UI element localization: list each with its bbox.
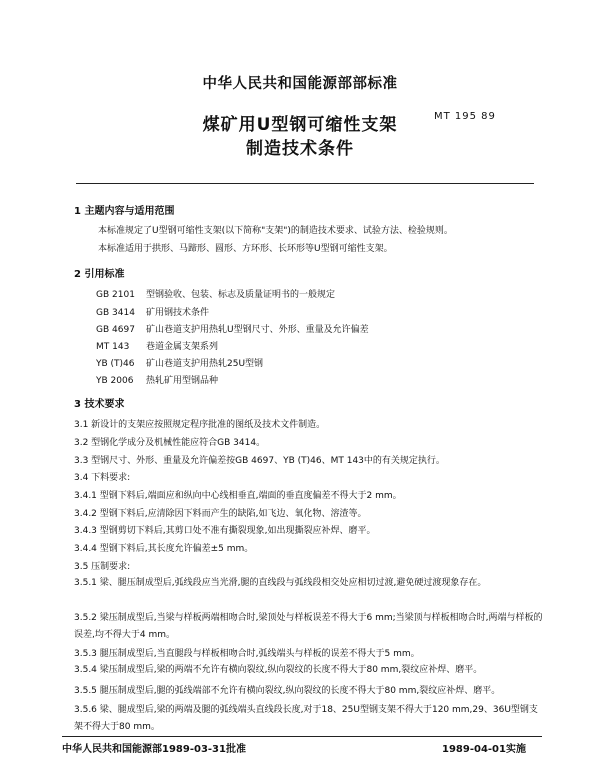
clause-3-4-3: 3.4.3 型钢剪切下料后,其剪口处不准有撕裂现象,如出现撕裂应补焊、磨平。: [74, 526, 376, 536]
clause-3-5-2: 3.5.2 梁压制成型后,当梁与样板两端相吻合时,梁顶处与样板误差不得大于6 mm;当梁顶与样板相吻合时,两端与样板的误差,均不得大于4 mm。: [74, 613, 543, 640]
footer-divider: [62, 736, 542, 737]
reference-code: MT 143: [96, 342, 130, 352]
section-3-heading: 3 技术要求: [74, 399, 125, 410]
reference-code: GB 4697: [96, 325, 135, 335]
clause-3-4-4: 3.4.4 型钢下料后,其长度允许偏差±5 mm。: [74, 544, 254, 554]
section-2-heading: 2 引用标准: [74, 269, 125, 280]
clause-3-5-5: 3.5.5 腿压制成型后,腿的弧线端部不允许有横向裂纹,纵向裂纹的长度不得大于80 mm,裂纹应补焊、磨平。: [74, 686, 501, 696]
clause-3-3: 3.3 型钢尺寸、外形、重量及允许偏差按GB 4697、YB (T)46、MT 143中的有关规定执行。: [74, 456, 445, 466]
section-1-heading: 1 主题内容与适用范围: [74, 206, 175, 217]
header-divider: [76, 183, 534, 184]
section-1-paragraph-1: 本标准规定了U型钢可缩性支架(以下简称"支架")的制造技术要求、试验方法、检验规则。: [98, 226, 453, 236]
document-subtitle: 制造技术条件: [246, 139, 354, 159]
reference-item: [96, 305, 209, 318]
clause-3-5-3: 3.5.3 腿压制成型后,当直腿段与样板相吻合时,弧线端头与样板的误差不得大于5 mm。: [74, 649, 420, 659]
clause-3-5: 3.5 压制要求:: [74, 562, 131, 572]
clause-3-4-2: 3.4.2 型钢下料后,应清除因下料而产生的缺陷,如飞边、氧化物、溶渣等。: [74, 509, 367, 519]
reference-item: [96, 339, 218, 352]
clause-3-5-1: 3.5.1 梁、腿压制成型后,弧线段应当光滑,腿的直线段与弧线段相交处应相切过渡,避免硬过渡现象存在。: [74, 578, 487, 588]
reference-title: 型钢验收、包装、标志及质量证明书的一般规定: [146, 290, 336, 300]
clause-3-5-4: 3.5.4 梁压制成型后,梁的两端不允许有横向裂纹,纵向裂纹的长度不得大于80 mm,裂纹应补焊、磨平。: [74, 665, 483, 675]
standard-number: MT 195 89: [434, 111, 496, 122]
reference-code: GB 2101: [96, 290, 135, 300]
reference-title: 矿山巷道支护用热轧U型钢尺寸、外形、重量及允许偏差: [146, 325, 369, 335]
reference-code: YB (T)46: [96, 359, 135, 369]
approval-date: 中华人民共和国能源部1989-03-31批准: [62, 744, 246, 755]
reference-item: [96, 322, 369, 335]
document-title: 煤矿用U型钢可缩性支架: [202, 115, 398, 135]
clause-3-1: 3.1 新设计的支架应按照规定程序批准的图纸及技术文件制造。: [74, 420, 326, 430]
reference-code: YB 2006: [96, 376, 134, 386]
reference-item: [96, 373, 218, 386]
reference-title: 巷道金属支架系列: [146, 342, 219, 352]
clause-3-5-6: 3.5.6 梁、腿成型后,梁的两端及腿的弧线端头直线段长度,对于18、25U型钢支架不得大于120 mm,29、36U型钢支架不得大于80 mm。: [74, 705, 538, 732]
reference-code: GB 3414: [96, 308, 135, 318]
section-1-paragraph-2: 本标准适用于拱形、马蹄形、圆形、方环形、长环形等U型钢可缩性支架。: [98, 244, 393, 254]
reference-item: [96, 287, 335, 300]
reference-item: [96, 356, 263, 369]
reference-title: 热轧矿用型钢品种: [146, 376, 219, 386]
effective-date: 1989-04-01实施: [442, 744, 526, 755]
clause-3-4-1: 3.4.1 型钢下料后,端面应和纵向中心线相垂直,端面的垂直度偏差不得大于2 mm。: [74, 491, 402, 501]
reference-title: 矿山巷道支护用热轧25U型钢: [146, 359, 264, 369]
reference-title: 矿用钢技术条件: [146, 308, 210, 318]
clause-3-2: 3.2 型钢化学成分及机械性能应符合GB 3414。: [74, 438, 266, 448]
clause-3-4: 3.4 下料要求:: [74, 473, 131, 483]
ministry-title: 中华人民共和国能源部部标准: [202, 76, 398, 92]
